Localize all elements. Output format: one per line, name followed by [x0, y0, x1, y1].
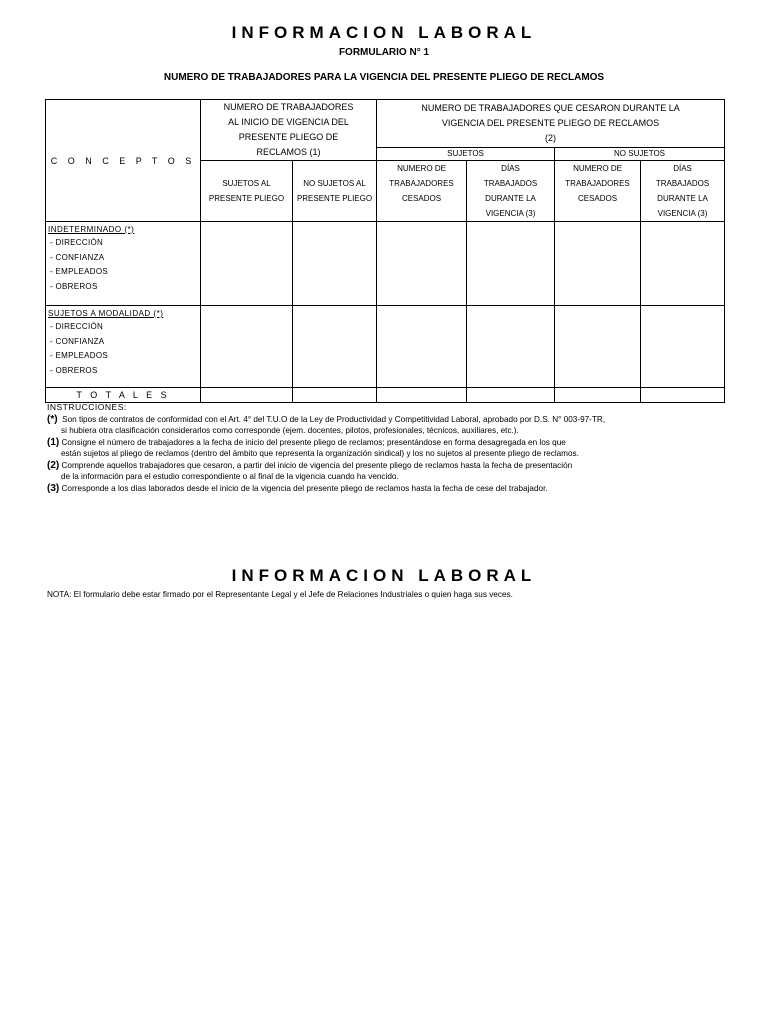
- sujetos-numero-cesados-header: NUMERO DE TRABAJADORES CESADOS: [377, 161, 467, 222]
- group-sujetos-modalidad: [46, 306, 201, 388]
- list-item: - OBREROS: [50, 281, 98, 291]
- total-cell[interactable]: [467, 388, 555, 403]
- list-item: - EMPLEADOS: [50, 351, 108, 360]
- list-item: - DIRECCIÓN: [50, 322, 104, 331]
- instruction-2: (2) Comprende aquellos trabajadores que cesaron, a partir del inicio de vigencia del presente pliego de reclamos hasta la fecha de presentación: [47, 459, 573, 471]
- workers-table: [45, 99, 725, 403]
- group-label: INDETERMINADO (*): [48, 225, 135, 234]
- no-sujetos-dias-trabajados-header: DÍAS TRABAJADOS DURANTE LA VIGENCIA (3): [641, 161, 725, 222]
- input-cell[interactable]: [377, 306, 467, 388]
- no-sujetos-numero-cesados-header: NUMERO DE TRABAJADORES CESADOS: [555, 161, 641, 222]
- input-cell[interactable]: [201, 222, 293, 306]
- form-subtitle: NUMERO DE TRABAJADORES PARA LA VIGENCIA DEL PRESENTE PLIEGO DE RECLAMOS: [163, 72, 605, 83]
- totales-label: T O T A L E S: [46, 388, 201, 403]
- instructions-heading: INSTRUCCIONES:: [47, 402, 127, 412]
- input-cell[interactable]: [555, 306, 641, 388]
- list-item: - CONFIANZA: [50, 336, 105, 346]
- total-cell[interactable]: [293, 388, 377, 403]
- total-cell[interactable]: [555, 388, 641, 403]
- no-sujetos-header: NO SUJETOS: [555, 147, 725, 160]
- conceptos-header: C O N C E P T O S: [46, 100, 201, 222]
- input-cell[interactable]: [641, 306, 725, 388]
- footer-title: INFORMACION LABORAL: [231, 566, 537, 585]
- input-cell[interactable]: [467, 306, 555, 388]
- sujetos-header: SUJETOS: [377, 147, 555, 160]
- input-cell[interactable]: [555, 222, 641, 306]
- no-sujetos-al-pliego-header: NO SUJETOS AL PRESENTE PLIEGO: [293, 161, 377, 222]
- form-number: FORMULARIO N° 1: [338, 47, 430, 58]
- input-cell[interactable]: [201, 306, 293, 388]
- inicio-vigencia-header: NUMERO DE TRABAJADORES AL INICIO DE VIGENCIA DEL PRESENTE PLIEGO DE RECLAMOS (1): [201, 100, 377, 161]
- instruction-1: (1) Consigne el número de trabajadores a la fecha de inicio del presente pliego de reclamos; presentándose en forma desagregada en los que: [47, 436, 566, 448]
- instruction-star: (*) Son tipos de contratos de conformidad con el Art. 4° del T.U.O de la Ley de Productividad y Competitividad Laboral, aprobado por D.S. N° 003-97-TR,: [47, 413, 606, 425]
- total-cell[interactable]: [641, 388, 725, 403]
- input-cell[interactable]: [293, 306, 377, 388]
- list-item: - EMPLEADOS: [50, 267, 108, 276]
- input-cell[interactable]: [377, 222, 467, 306]
- total-cell[interactable]: [377, 388, 467, 403]
- group-indeterminado: [46, 222, 201, 306]
- cesaron-header: NUMERO DE TRABAJADORES QUE CESARON DURANTE LA VIGENCIA DEL PRESENTE PLIEGO DE RECLAMOS (2): [377, 100, 725, 148]
- group-label: SUJETOS A MODALIDAD (*): [48, 309, 164, 318]
- input-cell[interactable]: [641, 222, 725, 306]
- instructions: INSTRUCCIONES: (*) Son tipos de contratos de conformidad con el Art. 4° del T.U.O de la Ley de Productividad y Competitividad Laboral, aprobado por D.S. N° 003-97-TR, si hubiera otra clasificación considerarlos como corresponde (ejem. docentes, pilotos, profesionales, técnicos, auxiliares, etc.). (1) Consigne el número de trabajadores a la fecha de inicio del presente pliego de reclamos; presentándose en forma desagregada en los que están sujetos al pliego de reclamos (dentro del ámbito que representa la organización sindical) y los no sujetos al presente pliego de reclamos. (2) Comprende aquellos trabajadores que cesaron, a partir del inicio de vigencia del presente pliego de reclamos hasta la fecha de presentación de la información para el estudio correspondiente o al final de la vigencia cuando ha vencido. (3) Corresponde a los días laborados desde el inicio de la vigencia del presente pliego de reclamos hasta la fecha de cese del trabajador.: [47, 402, 707, 494]
- input-cell[interactable]: [467, 222, 555, 306]
- instruction-3: (3) Corresponde a los días laborados desde el inicio de la vigencia del presente pliego de reclamos hasta la fecha de cese del trabajador.: [47, 482, 548, 494]
- list-item: - DIRECCIÓN: [50, 238, 104, 247]
- list-item: - CONFIANZA: [50, 252, 105, 262]
- list-item: - OBREROS: [50, 365, 98, 375]
- total-cell[interactable]: [201, 388, 293, 403]
- input-cell[interactable]: [293, 222, 377, 306]
- page-title: INFORMACION LABORAL: [231, 23, 537, 42]
- sujetos-al-pliego-header: SUJETOS AL PRESENTE PLIEGO: [201, 161, 293, 222]
- sujetos-dias-trabajados-header: DÍAS TRABAJADOS DURANTE LA VIGENCIA (3): [467, 161, 555, 222]
- nota-text: NOTA: El formulario debe estar firmado por el Representante Legal y el Jefe de Relaciones Industriales o quien haga sus veces.: [47, 590, 513, 599]
